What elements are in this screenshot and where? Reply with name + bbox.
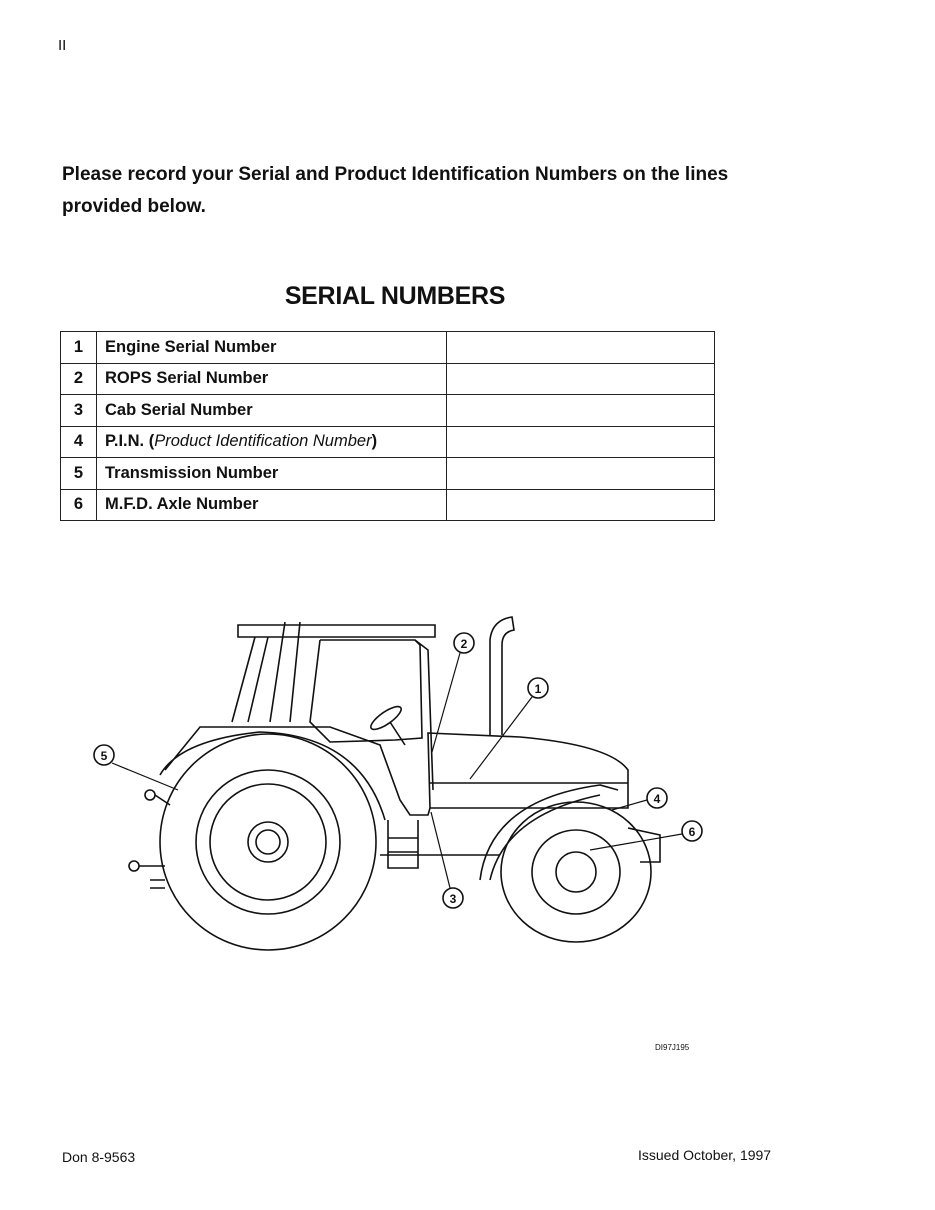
rear-rim [196, 770, 340, 914]
rear-hub [248, 822, 288, 862]
cab-roof [238, 625, 435, 637]
front-rim [532, 830, 620, 914]
row-label: M.F.D. Axle Number [97, 489, 447, 521]
cab-post [415, 640, 433, 790]
footer-doc-number: Don 8-9563 [62, 1149, 136, 1165]
exhaust-pipe [490, 617, 514, 735]
front-hub [556, 852, 596, 892]
front-tire [501, 802, 651, 942]
callout-5 [94, 745, 114, 765]
svg-text:1: 1 [534, 682, 542, 696]
footer-issue-date: Issued October, 1997 [638, 1147, 772, 1163]
svg-text:5: 5 [100, 749, 108, 763]
row-number: 2 [61, 363, 97, 395]
figure-id: DI97J195 [655, 1043, 690, 1052]
page-number: II [58, 37, 67, 54]
hitch-eye [145, 790, 155, 800]
hood [428, 733, 628, 808]
svg-text:3: 3 [449, 892, 457, 906]
row-number: 5 [61, 458, 97, 490]
svg-text:4: 4 [653, 792, 661, 806]
callout-3 [443, 888, 463, 908]
steering-wheel [368, 703, 404, 733]
pin-label-end: ) [371, 432, 378, 451]
svg-text:2: 2 [460, 637, 468, 651]
rear-rim-inner [210, 784, 326, 900]
row-number: 6 [61, 489, 97, 521]
row-label: ROPS Serial Number [97, 363, 447, 395]
page-title: SERIAL NUMBERS [284, 282, 506, 310]
pin-label-italic: Product Identification Number [154, 432, 372, 451]
rear-hub-center [256, 830, 280, 854]
row-label: Cab Serial Number [97, 395, 447, 427]
steering-column [390, 722, 405, 745]
row-number: 1 [61, 332, 97, 364]
svg-text:6: 6 [688, 825, 696, 839]
callout-1 [528, 678, 548, 698]
callout-6 [682, 821, 702, 841]
pin-label: P.I.N. ( [105, 432, 155, 451]
row-label: Engine Serial Number [97, 332, 447, 364]
callout-2 [454, 633, 474, 653]
step-ladder [388, 820, 418, 868]
intro-text: Please record your Serial and Product Identification Numbers on the lines provided below. [62, 164, 729, 217]
rear-tire [160, 734, 376, 950]
callout-4 [647, 788, 667, 808]
row-label: Transmission Number [97, 458, 447, 490]
cab-body [232, 622, 422, 742]
drawbar-eye [129, 861, 139, 871]
row-number: 4 [61, 426, 97, 458]
row-number: 3 [61, 395, 97, 427]
